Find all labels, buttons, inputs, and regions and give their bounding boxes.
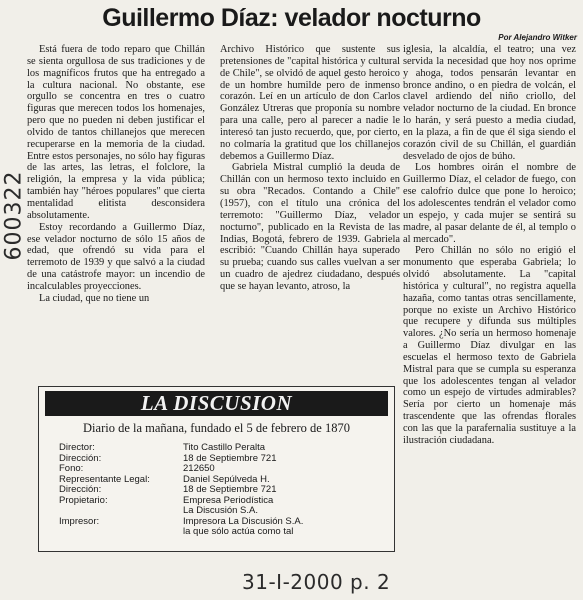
article-byline: Por Alejandro Witker (498, 33, 577, 42)
credits-value: Empresa Periodística (183, 494, 274, 506)
credits-label: Propietario: (59, 494, 108, 506)
credits-value: Impresora La Discusión S.A. (183, 515, 304, 527)
credits-label: Dirección: (59, 452, 102, 464)
credits-row (59, 527, 389, 538)
margin-note-text: 600322 (1, 170, 27, 260)
credits-label: Impresor: (59, 515, 100, 527)
credits-row (59, 464, 389, 475)
article-title: Guillermo Díaz: velador nocturno (102, 4, 481, 32)
credits-value: la que sólo actúa como tal (183, 526, 294, 537)
paragraph: Estoy recordando a Guillermo Díaz, ese velador nocturno de sólo 15 años de edad, que ofrendó su vida para el terremoto de 1939 y que salvó a la ciudad de una catástrofe mayor: un incendio de incalculables proyecciones. (27, 221, 205, 292)
article-column-1 (27, 44, 205, 378)
credits-value: 212650 (183, 463, 215, 474)
credits-value: La Discusión S.A. (183, 505, 258, 516)
credits-row (59, 443, 389, 454)
credits-label: Dirección: (59, 484, 102, 495)
paragraph: Pero Chillán no sólo no erigió el monumento que esperaba Gabriela; lo olvidó absolutamente. La "capital histórica y cultural", no registra aquella hazaña, como tantas otras sencillamente, porque no existe un Archivo Histórico que recupere y difunda sus múltiples valores. ¿No sería un hermoso homenaje a Guillermo Díaz divulgar en las escuelas el hermoso texto de Gabriela Mistral para que se cumpla su esperanza que los adolescentes tengan al velador como un espejo de virtudes admirables? Sería por cierto un homenaje más trascendente que las ofrendas florales con las que la parafernalia sustituye a la ilustración ciudadana. (403, 245, 576, 446)
credits-label (59, 527, 183, 538)
newspaper-tagline: Diario de la mañana, fundado el 5 de febrero de 1870 (83, 421, 350, 435)
credits-row (59, 454, 389, 465)
credits-label: Representante Legal: (59, 473, 150, 485)
masthead-credits-table (59, 443, 389, 538)
credits-label: Director: (59, 442, 95, 453)
credits-label: Fono: (59, 463, 84, 474)
credits-value: Daniel Sepúlveda H. (183, 473, 270, 485)
paragraph: Archivo Histórico que sustente sus pretensiones de "capital histórica y cultural de Chile", se olvidó de aquel gesto heroico de un hombre humilde pero de inmenso corazón. Leí en un artículo de don Carlos González Utreras que proponía su nombre para una calle, pero al parecer a nadie le interesó tan justo recuerdo, que, por cierto, no colmaría la gratitud que los chillanejos debemos a Guillermo Díaz. (220, 44, 400, 162)
paragraph: Gabriela Mistral cumplió la deuda de Chillán con un hermoso texto incluido en su obra "Recados. Contando a Chile" (1957), con el título una crónica del terremoto: "Guillermo Díaz, velador nocturno", publicado en la Revista de las Indias, Bogotá, febrero de 1939. Gabriela escribió: "Cuando Chillán haya superado su prueba; cuando sus calles vuelvan a ser un cuadro de ajedrez ciudadano, después que se hayan levanto, atroso, la (220, 162, 400, 292)
article-column-3 (403, 44, 576, 556)
paragraph: Los hombres oirán el nombre de Guillermo Díaz, el celador de fuego, con ese calofrío dulce que pone lo heroico; los adolescentes tendrán el velador como un espejo, y cada mujer se sentirá su madre, al pasar delante de él, al templo o al mercado". (403, 162, 576, 245)
article-column-2 (220, 44, 400, 378)
credits-value: 18 de Septiembre 721 (183, 484, 277, 495)
newspaper-masthead-box (38, 386, 395, 552)
paragraph: La ciudad, que no tiene un (39, 292, 150, 304)
handwritten-margin-note (3, 150, 25, 280)
credits-row (59, 506, 389, 517)
newspaper-name: LA DISCUSION (45, 391, 388, 416)
handwritten-date-note: 31-I-2000 p. 2 (242, 570, 391, 594)
credits-row (59, 485, 389, 496)
paragraph: Está fuera de todo reparo que Chillán se sienta orgullosa de sus tradiciones y de los magníficos frutos que ha entregado a la cultura nacional. No obstante, ese orgullo se concentra en tres o cuatro figuras que merecen todos los homenajes, pero que no pueden ni deben justificar el olvido de tantos chillanejos que merecen recuperarse en la memoria de la ciudad. Entre estos personajes, no sólo hay figuras de las artes, las letras, el folclore, la religión, la empresa y la vida pública; también hay "héroes populares" que cierta mentalidad elitista desconsidera absolutamente. (27, 44, 205, 221)
paragraph: iglesia, la alcaldía, el teatro; una vez servida la necesidad que hoy nos oprime y ahoga, todos pensarán levantar en bronce andino, o en piedra de volcán, el clavel ardiendo del niño criollo, del velador nocturno de la ciudad. En bronce lo harán, y será puesto a media ciudad, en la plaza, a fin de que él siga siendo el corazón civil de su Chillán, el guardián desvelado de ojos de búho. (403, 44, 576, 162)
credits-label (59, 506, 183, 517)
credits-value: Tito Castillo Peralta (183, 442, 266, 453)
credits-value: 18 de Septiembre 721 (183, 452, 277, 464)
